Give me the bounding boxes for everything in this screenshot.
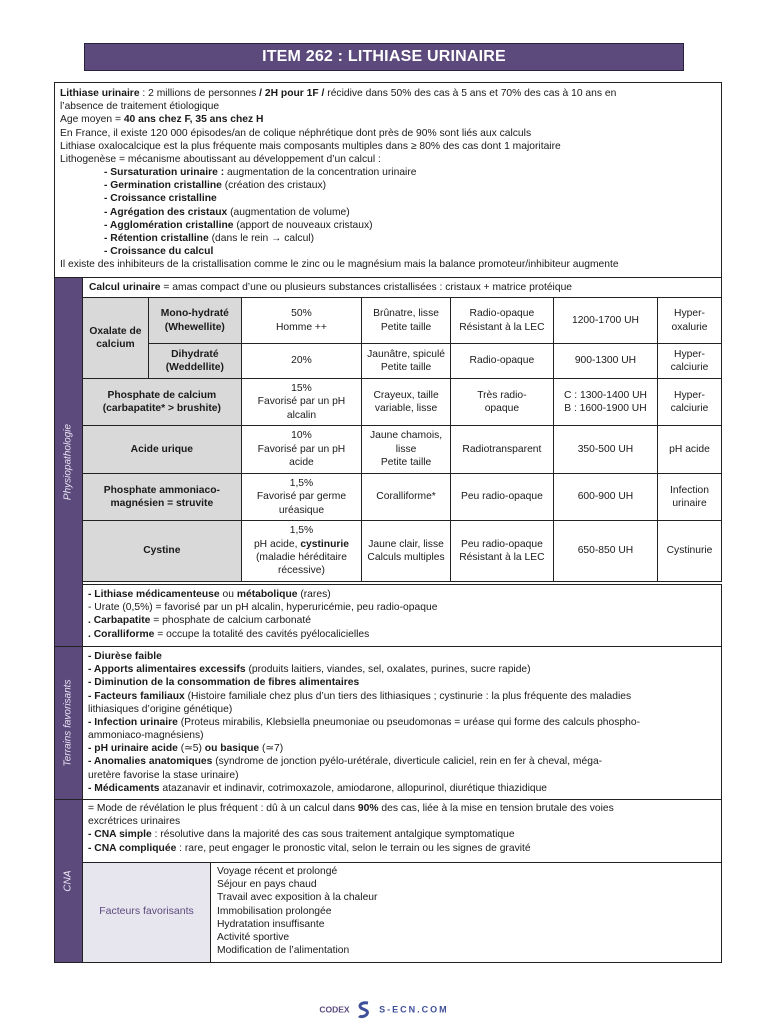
list-item: Activité sportive: [217, 931, 290, 943]
list-item: Immobilisation prolongée: [217, 905, 332, 917]
table-header-row: Calcul urinaire = amas compact d’une ou plusieurs substances cristallisées : cristaux + matrice protéique: [83, 278, 722, 298]
table-row: Cystine 1,5% pH acide, cystinurie (maladie héréditaire récessive) Jaune clair, lisse Calculs multiples Peu radio-opaque Résistant à la LEC 650-850 UH Cystinurie: [83, 521, 722, 582]
list-item: Voyage récent et prolongé: [217, 866, 338, 877]
sidebar-cna: CNA: [54, 799, 83, 963]
list-item: Travail avec exposition à la chaleur: [217, 892, 378, 904]
intro-section: Lithiase urinaire : 2 millions de personnes / 2H pour 1F / récidive dans 50% des cas à 5 ans et 70% des cas à 10 ans en l’absence de traitement étiologique Age moyen = 40 ans chez F, 35 ans chez H En France, il existe 120 000 épisodes/an de colique néphrétique dont près de 90% sont liés aux calculs Lithiase oxalocalcique est la plus fréquente mais composants multiples dans ≥ 80% des cas dont 1 majoritaire Lithogenèse = mécanisme aboutissant au développement d’un calcul : - Sursaturation urinaire : augmentation de la concentration urinaire - Germination cristalline (création des cristaux) - Croissance cristalline - Agrégation des cristaux (augmentation de volume) - Agglomération cristalline (apport de nouveaux cristaux) - Rétention cristalline (dans le rein → calcul) - Croissance du calcul Il existe des inhibiteurs de la cristallisation comme le zinc ou le magnésium mais la balance promoteur/inhibiteur augmente: [54, 82, 722, 278]
facteurs-list: [210, 862, 722, 963]
list-item: Modification de l’alimentation: [217, 945, 350, 957]
sidebar-physiopathologie: Physiopathologie: [54, 277, 83, 647]
list-item: Hydratation insuffisante: [217, 918, 325, 930]
page-title: ITEM 262 : LITHIASE URINAIRE: [84, 43, 684, 71]
table-row: Oxalate de calcium Mono-hydraté (Whewellite) 50% Homme ++ Brûnatre, lisse Petite taille Radio-opaque Résistant à la LEC 1200-1700 UH Hyper- oxalurie: [83, 298, 722, 344]
list-item: Séjour en pays chaud: [217, 879, 317, 891]
terrains-section: - Diurèse faible - Apports alimentaires excessifs (produits laitiers, viandes, sel, oxalates, purines, sucre rapide) - Diminution de la consommation de fibres alimentaires - Facteurs familiaux (Histoire familiale chez plus d’un tiers des lithiasiques ; cystinurie : la plus fréquente des maladies lithiasiques d’origine génétique) - Infection urinaire (Proteus mirabilis, Klebsiella pneumoniae ou pseudomonas = uréase qui forme des calculs phospho- ammoniaco-magnésiens) - pH urinaire acide (≃5) ou basique (≃7) - Anomalies anatomiques (syndrome de jonction pyélo-urétérale, diverticule caliciel, rein en fer à cheval, méga- uretère favorise la stase urinaire) - Médicaments atazanavir et indinavir, cotrimoxazole, amiodarone, allopurinol, diurétique thiazidique: [82, 646, 722, 800]
secn-logo-icon: [356, 1001, 372, 1019]
facteurs-label-cell: Facteurs favorisants: [82, 862, 211, 963]
calcul-table: [82, 277, 722, 582]
table-row: Phosphate ammoniaco- magnésien = struvite 1,5% Favorisé par germe uréasique Coralliforme* Peu radio-opaque 600-900 UH Infection urinaire: [83, 474, 722, 521]
cna-section: = Mode de révélation le plus fréquent : dû à un calcul dans 90% des cas, liée à la mise en tension brutale des voies excrétrices urinaires - CNA simple : résolutive dans la majorité des cas sous traitement antalgique symptomatique - CNA compliquée : rare, peut engager le pronostic vital, selon le terrain ou les signes de gravité: [82, 799, 722, 863]
codex-logo: CODEX: [319, 1004, 350, 1015]
footer: [0, 1001, 768, 1019]
sidebar-terrains: Terrains favorisants: [54, 646, 83, 800]
table-row: Dihydraté (Weddellite) 20% Jaunâtre, spiculé Petite taille Radio-opaque 900-1300 UH Hyper- calciurie: [83, 344, 722, 379]
secn-logo-text: S-ECN.COM: [379, 1004, 449, 1015]
table-row: Acide urique 10% Favorisé par un pH acide Jaune chamois, lisse Petite taille Radiotransparent 350-500 UH pH acide: [83, 426, 722, 474]
notes-section: - Lithiase médicamenteuse ou métabolique (rares) - Urate (0,5%) = favorisé par un pH alcalin, hyperuricémie, peu radio-opaque . Carbapatite = phosphate de calcium carbonaté . Coralliforme = occupe la totalité des cavités pyélocalicielles: [82, 584, 722, 647]
table-row: Phosphate de calcium (carbapatite* > brushite) 15% Favorisé par un pH alcalin Crayeux, taille variable, lisse Très radio- opaque C : 1300-1400 UH B : 1600-1900 UH Hyper- calciurie: [83, 379, 722, 426]
